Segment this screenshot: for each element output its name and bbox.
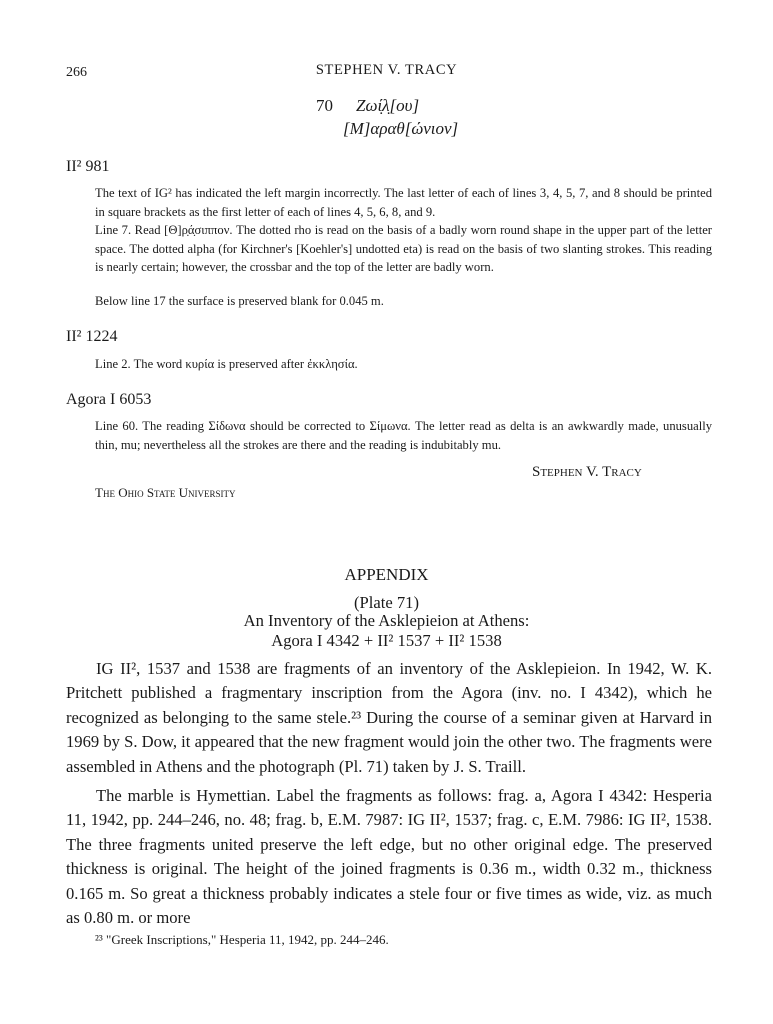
s6053-paragraph-1: Line 60. The reading Σίδωνα should be corrected to Σίμωνα. The letter read as delta is an awkwardly made, unusually thin, mu; nevertheless all the strokes are there and the reading is indubitably mu.	[95, 419, 712, 452]
appendix-plate: (Plate 71)	[354, 593, 419, 612]
section-heading-1224: II² 1224	[66, 328, 118, 345]
author-signature: Stephen V. Tracy	[532, 464, 642, 480]
entry-70-line-1: Ζωί̣λ̣[ου]	[356, 96, 420, 115]
institution: The Ohio State University	[95, 485, 236, 500]
entry-70-number: 70	[316, 96, 333, 115]
appendix-subtitle-1: An Inventory of the Asklepieion at Athens:	[243, 611, 530, 630]
running-title: STEPHEN V. TRACY	[315, 62, 458, 78]
page-number: 266	[66, 65, 87, 80]
s981-paragraph-2: Line 7. Read [Θ]ρ̣ά̣σιππον. The dotted rho is read on the basis of a badly worn round shape in the upper part of the letter space. The dotted alpha (for Kirchner's [Koehler's] undotted eta) is read on the basis of two slanting strokes. This reading is nearly certain; however, the crossbar and the top of the letter are badly worn.	[95, 223, 712, 275]
s981-paragraph-3: Below line 17 the surface is preserved blank for 0.045 m.	[95, 294, 384, 308]
appendix-paragraph-2: The marble is Hymettian. Label the fragments as follows: frag. a, Agora I 4342: Hesperia 11, 1942, pp. 244–246, no. 48; frag. b, E.M. 7987: IG II², 1537; frag. c, E.M. 7986: IG II², 1538. The three fragments united preserve the left edge, but no other original edge. The preserved thickness is original. The height of the joined fragments is 0.36 m., width 0.32 m., thickness 0.165 m. So great a thickness probably indicates a stele four or five times as wide, viz. as much as 0.80 m. or more	[66, 786, 712, 928]
s981-paragraph-1: The text of IG² has indicated the left margin incorrectly. The last letter of each of lines 3, 4, 5, 7, and 8 should be printed in square brackets as the first letter of each of lines 4, 5, 6, 8, and 9.	[95, 186, 712, 219]
s1224-paragraph-1: Line 2. The word κυρία is preserved after ἐκκλησία.	[95, 357, 358, 371]
appendix-subtitle-2: Agora I 4342 + II² 1537 + II² 1538	[271, 631, 502, 650]
footnote: ²³ "Greek Inscriptions," Hesperia 11, 1942, pp. 244–246.	[95, 932, 389, 947]
section-heading-6053: Agora I 6053	[66, 391, 152, 408]
appendix-paragraph-1: IG II², 1537 and 1538 are fragments of an inventory of the Asklepieion. In 1942, W. K. Pritchett published a fragmentary inscription from the Agora (inv. no. I 4342), which he recognized as belonging to the same stele.²³ During the course of a seminar given at Harvard in 1969 by S. Dow, it appeared that the new fragment would join the other two. The fragments were assembled in Athens and the photograph (Pl. 71) taken by J. S. Traill.	[66, 659, 712, 776]
section-heading-981: II² 981	[66, 158, 110, 175]
entry-70-line-2: [Μ]αραθ[ώνιον]	[343, 119, 459, 138]
appendix-title: APPENDIX	[344, 565, 429, 584]
